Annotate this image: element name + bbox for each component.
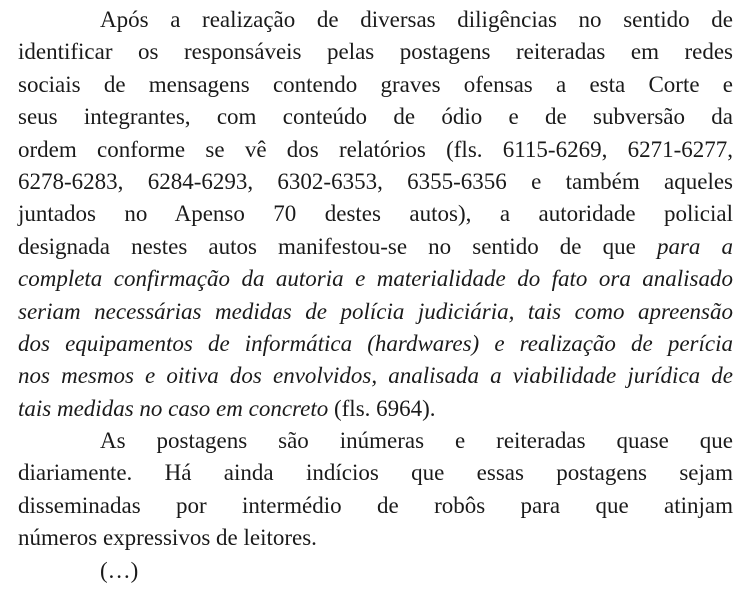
text-segment: diariamente. Há ainda indícios que essas postagens sejam (18, 460, 733, 486)
document-body (18, 4, 733, 587)
text-line (18, 134, 733, 166)
text-segment: sociais de mensagens contendo graves ofensas a esta Corte e (18, 71, 733, 97)
text-line (18, 490, 733, 522)
text-segment: As postagens são inúmeras e reiteradas quase que (100, 428, 733, 454)
quote-segment: nos mesmos e oitiva dos envolvidos, analisada a viabilidade jurídica de (18, 363, 733, 389)
text-line (18, 166, 733, 198)
text-line (18, 231, 733, 263)
text-line (18, 4, 733, 36)
quote-segment: tais medidas no caso em concreto (18, 395, 329, 421)
ellipsis-text: (…) (100, 557, 139, 583)
text-line (18, 36, 733, 68)
text-line (18, 393, 733, 425)
text-line (18, 69, 733, 101)
quote-segment: dos equipamentos de informática (hardwares) e realização de perícia (18, 330, 733, 356)
quote-segment: seriam necessárias medidas de polícia judiciária, tais como apreensão (18, 298, 733, 324)
text-line (18, 101, 733, 133)
text-segment: designada nestes autos manifestou-se no sentido de que (18, 233, 657, 259)
text-segment: seus integrantes, com conteúdo de ódio e de subversão da (18, 104, 733, 130)
text-segment: Após a realização de diversas diligências no sentido de (100, 7, 733, 32)
quote-segment: completa confirmação da autoria e materialidade do fato ora analisado (18, 266, 733, 292)
text-line (18, 457, 733, 489)
text-line (18, 198, 733, 230)
paragraph-ellipsis (18, 555, 733, 587)
text-segment: 6278-6283, 6284-6293, 6302-6353, 6355-6356 e também aqueles (18, 168, 733, 194)
text-segment: ordem conforme se vê dos relatórios (fls. 6115-6269, 6271-6277, (18, 136, 733, 162)
text-segment: juntados no Apenso 70 destes autos), a autoridade policial (18, 201, 733, 227)
quote-segment: para a (656, 233, 733, 259)
text-segment: números expressivos de leitores. (18, 525, 317, 551)
text-line (18, 522, 733, 554)
citation-segment: (fls. 6964). (328, 395, 436, 421)
paragraph-diligencias (18, 4, 733, 425)
quote-line (18, 360, 733, 392)
text-segment: identificar os responsáveis pelas postagens reiteradas em redes (18, 39, 733, 65)
paragraph-postagens (18, 425, 733, 555)
text-segment: disseminadas por intermédio de robôs para que atinjam (18, 492, 733, 518)
quote-line (18, 328, 733, 360)
quote-line (18, 296, 733, 328)
text-line (18, 555, 733, 587)
text-line (18, 425, 733, 457)
quote-line (18, 263, 733, 295)
